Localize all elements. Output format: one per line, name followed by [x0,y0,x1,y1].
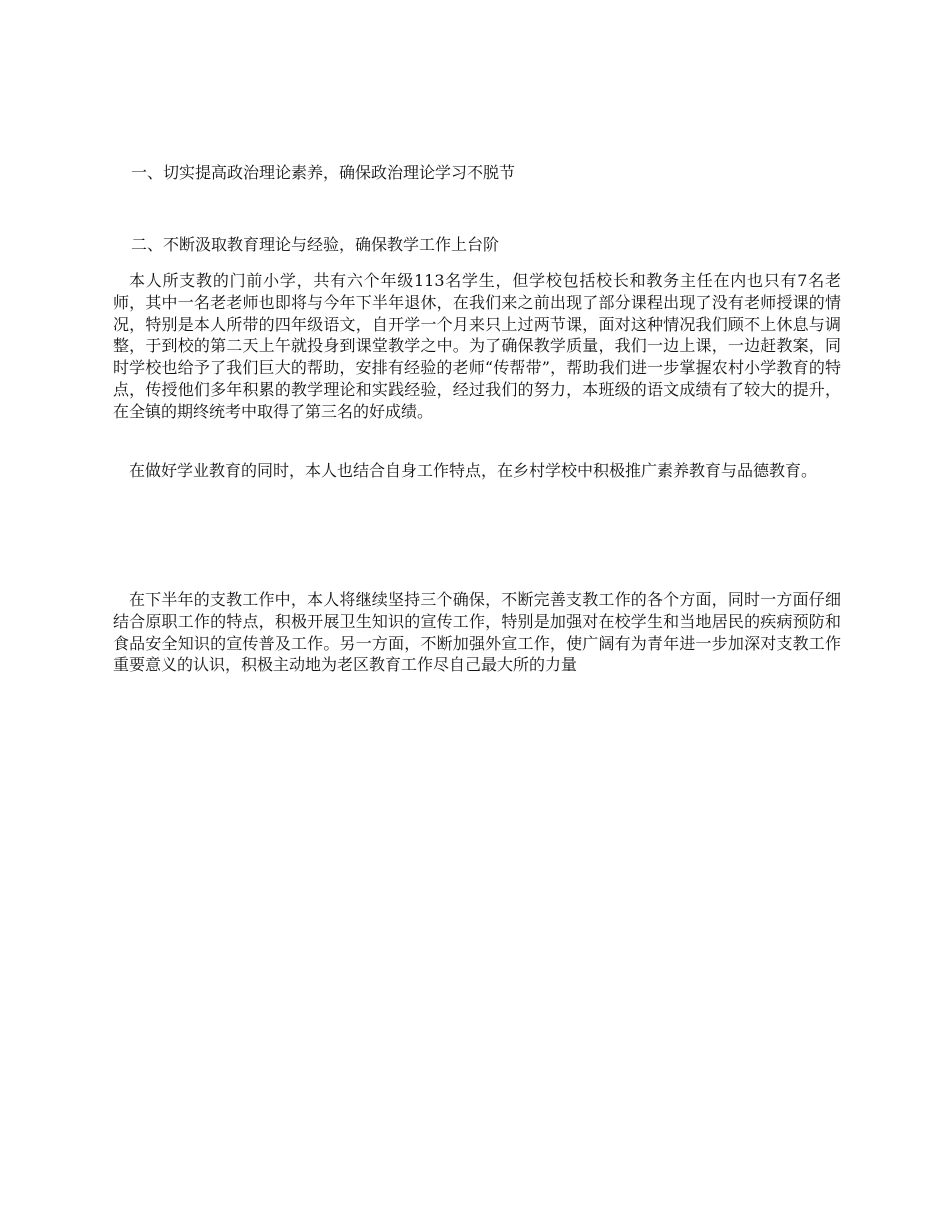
section-heading-1: 一、切实提高政治理论素养，确保政治理论学习不脱节 [131,163,516,182]
body-paragraph-2: 在做好学业教育的同时，本人也结合自身工作特点，在乡村学校中积极推广素养教育与品德教育。 [129,461,818,480]
body-paragraph-1: 本人所支教的门前小学，共有六个年级113名学生，但学校包括校长和教务主任在内也只有7名老师，其中一名老老师也即将与今年下半年退休，在我们来之前出现了部分课程出现了没有老师授课的情况，特别是本人所带的四年级语文，自开学一个月来只上过两节课，面对这种情况我们顾不上休息与调整，于到校的第二天上午就投身到课堂教学之中。为了确保教学质量，我们一边上课，一边赶教案，同时学校也给予了我们巨大的帮助，安排有经验的老师“传帮带”，帮助我们进一步掌握农村小学教育的特点，传授他们多年积累的教学理论和实践经验，经过我们的努力，本班级的语文成绩有了较大的提升，在全镇的期终统考中取得了第三名的好成绩。 [113,271,841,421]
section-heading-2: 二、不断汲取教育理论与经验，确保教学工作上台阶 [131,235,500,254]
body-paragraph-3: 在下半年的支教工作中，本人将继续坚持三个确保，不断完善支教工作的各个方面，同时一方面仔细结合原职工作的特点，积极开展卫生知识的宣传工作，特别是加强对在校学生和当地居民的疾病预防和食品安全知识的宣传普及工作。另一方面，不断加强外宣工作，使广阔有为青年进一步加深对支教工作重要意义的认识，积极主动地为老区教育工作尽自己最大所的力量 [113,590,841,675]
